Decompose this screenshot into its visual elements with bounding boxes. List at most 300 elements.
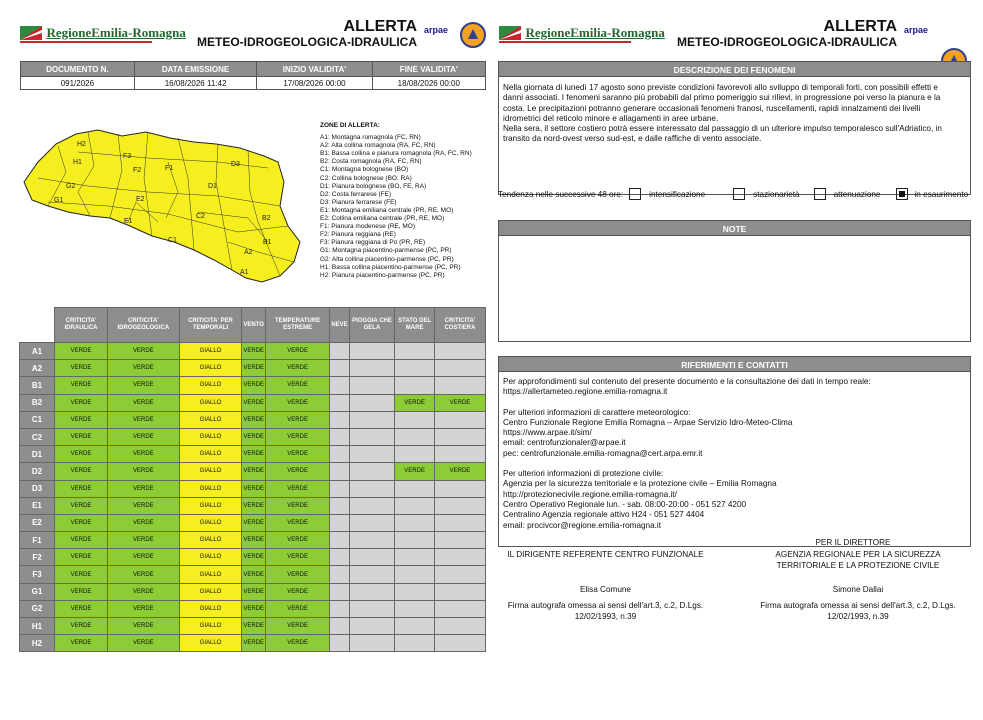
criticity-cell — [330, 600, 349, 617]
map-label-e1: E1 — [124, 218, 133, 225]
criticity-cell: GIALLO — [179, 583, 242, 600]
criticity-cell: VERDE — [55, 549, 108, 566]
criticity-cell: GIALLO — [179, 343, 242, 360]
criticity-cell: VERDE — [55, 463, 108, 480]
criticity-cell — [330, 497, 349, 514]
validity-start-value: 17/08/2026 00:00 — [257, 77, 372, 90]
criticity-cell: GIALLO — [179, 618, 242, 635]
criticity-cell: VERDE — [55, 566, 108, 583]
criticity-row — [20, 618, 486, 635]
criticity-zone-label: D1 — [20, 446, 55, 463]
region-logo — [20, 24, 186, 43]
phenomena-line: Nella sera, il settore costiero potrà essere interessato dal passaggio di un ulteriore impulso temporalesco sull'Adriatico, in — [503, 124, 942, 134]
map-label-b1: B1 — [263, 239, 272, 246]
criticity-cell: VERDE — [55, 497, 108, 514]
criticity-cell: GIALLO — [179, 566, 242, 583]
map-label-d3: D3 — [231, 161, 240, 168]
zone-legend-item: G1: Montagna piacentino-parmense (PC, PR) — [320, 247, 452, 255]
map-label-b2: B2 — [262, 215, 271, 222]
criticity-cell: VERDE — [242, 394, 266, 411]
criticity-cell: VERDE — [55, 618, 108, 635]
criticity-cell — [349, 411, 395, 428]
criticity-cell: VERDE — [265, 583, 329, 600]
criticity-cell — [395, 566, 435, 583]
trend-checkbox-intensification[interactable] — [629, 188, 641, 200]
criticity-cell — [395, 618, 435, 635]
trend-checkbox-ending[interactable] — [896, 188, 908, 200]
criticity-cell: VERDE — [55, 583, 108, 600]
contacts-title: RIFERIMENTI E CONTATTI — [498, 356, 971, 372]
criticity-cell: VERDE — [55, 394, 108, 411]
criticity-zone-label: C1 — [20, 411, 55, 428]
criticity-cell: VERDE — [108, 514, 180, 531]
criticity-cell — [349, 583, 395, 600]
criticity-row — [20, 635, 486, 652]
criticity-cell: VERDE — [242, 446, 266, 463]
for-director-label: PER IL DIRETTORE — [815, 538, 891, 547]
zone-legend-item: E2: Collina emiliana centrale (PR, RE, MO) — [320, 215, 445, 223]
criticity-cell: VERDE — [55, 635, 108, 652]
criticity-cell: VERDE — [108, 360, 180, 377]
criticity-row — [20, 600, 486, 617]
region-flag-icon — [499, 26, 521, 40]
trend-option-label: stazionarietà — [753, 189, 800, 199]
trend-row — [498, 188, 971, 200]
zone-legend-item: F2: Pianura reggiana (RE) — [320, 231, 396, 239]
criticity-cell — [349, 360, 395, 377]
criticity-row — [20, 446, 486, 463]
criticity-cell — [349, 635, 395, 652]
contact-link[interactable]: https://www.arpae.it/sim/ — [503, 428, 592, 438]
criticity-cell: VERDE — [265, 600, 329, 617]
criticity-cell: VERDE — [265, 618, 329, 635]
criticity-cell: VERDE — [265, 463, 329, 480]
criticity-cell: VERDE — [108, 532, 180, 549]
criticity-cell: VERDE — [434, 463, 485, 480]
contact-link[interactable]: http://protezionecivile.regione.emilia-romagna.it/ — [503, 489, 677, 499]
contact-line: Centro Operativo Regionale lun. - sab. 08:00-20:00 - 051 527 4200 — [503, 499, 747, 509]
notes-title: NOTE — [498, 220, 971, 236]
criticity-cell — [395, 428, 435, 445]
criticity-cell: VERDE — [108, 549, 180, 566]
criticity-row — [20, 343, 486, 360]
criticity-cell: VERDE — [242, 463, 266, 480]
criticity-cell — [330, 566, 349, 583]
zones-legend-title: ZONE DI ALLERTA: — [320, 122, 380, 129]
criticity-cell — [330, 549, 349, 566]
criticity-cell: VERDE — [108, 446, 180, 463]
phenomena-line: Nella giornata di lunedì 17 agosto sono previste condizioni favorevoli allo sviluppo di temporali forti, con possibili effetti e — [503, 83, 938, 92]
criticity-cell — [395, 635, 435, 652]
issue-date-header: DATA EMISSIONE — [134, 62, 257, 77]
trend-checkbox-stationary[interactable] — [733, 188, 745, 200]
criticity-cell — [330, 360, 349, 377]
map-label-a2: A2 — [244, 249, 253, 256]
zone-legend-item: F3: Pianura reggiana di Po (PR, RE) — [320, 239, 426, 247]
criticity-cell — [434, 566, 485, 583]
contact-line: Per ulteriori informazioni di carattere meteorologico: — [503, 407, 691, 417]
criticity-cell: VERDE — [242, 497, 266, 514]
contact-line: Agenzia per la sicurezza territoriale e la protezione civile – Emilia Romagna — [503, 479, 777, 489]
criticity-cell: VERDE — [242, 549, 266, 566]
criticity-cell — [349, 463, 395, 480]
zone-legend-item: C1: Montagna bolognese (BO) — [320, 166, 409, 174]
arpae-logo: arpae — [424, 25, 449, 35]
criticity-cell: VERDE — [265, 360, 329, 377]
criticity-cell: VERDE — [265, 635, 329, 652]
right-header-title: ALLERTA METEO-IDROGEOLOGICA-IDRAULICA — [677, 18, 897, 49]
criticity-cell — [395, 360, 435, 377]
criticity-cell — [434, 343, 485, 360]
map-label-e2: E2 — [136, 196, 145, 203]
zone-legend-item: G2: Alta collina piacentino-parmense (PC, PR) — [320, 255, 454, 263]
criticity-cell: VERDE — [108, 600, 180, 617]
criticity-column-header: CRITICITA' IDRAULICA — [55, 308, 108, 343]
criticity-cell: VERDE — [265, 377, 329, 394]
criticity-cell: VERDE — [55, 514, 108, 531]
left-signatory-role: IL DIRIGENTE REFERENTE CENTRO FUNZIONALE — [507, 550, 704, 559]
left-header-title: ALLERTA METEO-IDROGEOLOGICA-IDRAULICA — [197, 18, 417, 49]
trend-option-label: intensificazione — [649, 189, 706, 199]
criticity-column-header: CRITICITA' PER TEMPORALI — [179, 308, 242, 343]
criticity-cell — [349, 343, 395, 360]
criticity-cell: VERDE — [242, 343, 266, 360]
criticity-column-header: TEMPERATURE ESTREME — [265, 308, 329, 343]
criticity-cell — [330, 532, 349, 549]
criticity-cell: VERDE — [55, 532, 108, 549]
criticity-cell — [434, 497, 485, 514]
criticity-row — [20, 411, 486, 428]
contacts-block — [503, 408, 966, 459]
zones-legend — [320, 122, 490, 280]
criticity-cell: VERDE — [242, 377, 266, 394]
contacts-block — [503, 377, 966, 398]
doc-number-value: 091/2026 — [21, 77, 135, 90]
criticity-cell — [330, 394, 349, 411]
criticity-cell: GIALLO — [179, 497, 242, 514]
criticity-cell — [349, 480, 395, 497]
criticity-cell — [395, 411, 435, 428]
criticity-row — [20, 394, 486, 411]
criticity-cell: VERDE — [242, 566, 266, 583]
left-signature-note: Firma autografa omessa ai sensi dell'art.3, c.2, D.Lgs. 12/02/1993, n.39 — [507, 601, 704, 621]
criticity-cell: GIALLO — [179, 377, 242, 394]
criticity-cell: GIALLO — [179, 514, 242, 531]
criticity-cell — [395, 583, 435, 600]
criticity-cell: VERDE — [108, 428, 180, 445]
criticity-cell — [434, 532, 485, 549]
criticity-zone-label: C2 — [20, 428, 55, 445]
right-signatory-role: AGENZIA REGIONALE PER LA SICUREZZA TERRITORIALE E LA PROTEZIONE CIVILE — [775, 550, 941, 570]
criticity-cell: GIALLO — [179, 463, 242, 480]
criticity-cell — [330, 635, 349, 652]
criticity-cell — [434, 446, 485, 463]
criticity-column-header: VENTO — [242, 308, 266, 343]
zone-legend-item: D3: Pianura ferrarese (FE) — [320, 198, 397, 206]
zone-legend-item: B2: Costa romagnola (RA, FC, RN) — [320, 158, 422, 166]
criticity-cell: VERDE — [242, 411, 266, 428]
criticity-cell: VERDE — [395, 463, 435, 480]
criticity-zone-label: D3 — [20, 480, 55, 497]
map-label-f2: F2 — [133, 167, 142, 174]
criticity-cell: VERDE — [108, 618, 180, 635]
criticity-cell: GIALLO — [179, 549, 242, 566]
criticity-cell: VERDE — [108, 635, 180, 652]
criticity-cell — [349, 566, 395, 583]
map-label-c1: C1 — [168, 237, 177, 244]
criticity-zone-label: E2 — [20, 514, 55, 531]
zone-legend-item: A1: Montagna romagnola (FC, RN) — [320, 134, 421, 142]
criticity-cell — [434, 411, 485, 428]
criticity-cell — [395, 549, 435, 566]
validity-start-header: INIZIO VALIDITA' — [257, 62, 372, 77]
contact-line: Centralino Agenzia regionale attivo H24 - 051 527 4404 — [503, 510, 705, 520]
region-flag-icon — [20, 26, 42, 40]
criticity-cell: VERDE — [265, 514, 329, 531]
criticity-zone-label: G1 — [20, 583, 55, 600]
contact-line: Per ulteriori informazioni di protezione civile: — [503, 469, 664, 479]
contacts-panel — [498, 356, 971, 547]
criticity-cell — [349, 446, 395, 463]
criticity-cell — [330, 411, 349, 428]
emilia-romagna-region-shape — [24, 130, 300, 282]
criticity-table — [19, 307, 486, 652]
criticity-cell — [349, 377, 395, 394]
criticity-row — [20, 583, 486, 600]
criticity-row — [20, 514, 486, 531]
criticity-cell: VERDE — [265, 566, 329, 583]
zone-legend-item: E1: Montagna emiliana centrale (PR, RE, MO) — [320, 206, 454, 214]
contact-line: Centro Funzionale Regione Emilia Romagna – Arpae Servizio Idro-Meteo-Clima — [503, 417, 793, 427]
trend-label: Tendenza nelle successive 48 ore: — [498, 189, 624, 199]
criticity-cell: GIALLO — [179, 428, 242, 445]
criticity-cell — [330, 463, 349, 480]
criticity-column-header: PIOGGIA CHE GELA — [349, 308, 395, 343]
criticity-column-header: CRITICITA' COSTIERA — [434, 308, 485, 343]
contact-line: Per approfondimenti sul contenuto del presente documento e la consultazione dei dati in tempo reale: — [503, 377, 871, 386]
criticity-cell — [395, 377, 435, 394]
criticity-cell: GIALLO — [179, 411, 242, 428]
criticity-row — [20, 360, 486, 377]
phenomena-line: idrometrici del reticolo minore e allagamenti in aree urbane. — [503, 113, 719, 123]
criticity-zone-label: F3 — [20, 566, 55, 583]
criticity-cell — [330, 377, 349, 394]
criticity-row — [20, 566, 486, 583]
criticity-cell — [434, 635, 485, 652]
map-label-h1: H1 — [73, 159, 82, 166]
map-label-f3: F3 — [123, 153, 132, 160]
criticity-zone-label: E1 — [20, 497, 55, 514]
criticity-cell — [395, 497, 435, 514]
criticity-cell: VERDE — [242, 480, 266, 497]
criticity-zone-label: F2 — [20, 549, 55, 566]
criticity-row — [20, 532, 486, 549]
criticity-cell: GIALLO — [179, 532, 242, 549]
criticity-cell — [349, 514, 395, 531]
criticity-cell: VERDE — [265, 428, 329, 445]
criticity-cell — [349, 549, 395, 566]
region-logo-right — [499, 24, 665, 43]
criticity-column-header: CRITICITA' IDROGEOLOGICA — [108, 308, 180, 343]
zone-legend-item: D2: Costa ferrarese (FE) — [320, 190, 392, 198]
left-signatory-name: Elisa Comune — [580, 585, 631, 594]
criticity-zone-label: B2 — [20, 394, 55, 411]
trend-option-label: in esaurimento — [914, 189, 969, 199]
criticity-cell: VERDE — [242, 583, 266, 600]
map-label-f1: F1 — [165, 165, 174, 172]
criticity-cell — [349, 394, 395, 411]
criticity-cell: VERDE — [242, 360, 266, 377]
criticity-cell: VERDE — [242, 532, 266, 549]
criticity-cell — [434, 377, 485, 394]
contact-link[interactable]: pec: centrofunzionale.emilia-romagna@cert.arpa.emr.it — [503, 448, 703, 458]
map-label-c2: C2 — [196, 213, 205, 220]
criticity-cell: VERDE — [265, 532, 329, 549]
criticity-cell: VERDE — [108, 480, 180, 497]
contact-link[interactable]: email: centrofunzionaler@arpae.it — [503, 438, 626, 448]
criticity-cell: GIALLO — [179, 480, 242, 497]
criticity-cell: VERDE — [108, 343, 180, 360]
arpae-logo-right: arpae — [904, 25, 929, 35]
criticity-cell — [349, 600, 395, 617]
region-logo-underline — [20, 41, 152, 43]
criticity-cell: VERDE — [265, 446, 329, 463]
contact-link[interactable]: https://allertameteo.regione.emilia-romagna.it — [503, 387, 668, 397]
criticity-cell — [349, 428, 395, 445]
criticity-cell: VERDE — [55, 360, 108, 377]
criticity-cell: VERDE — [108, 583, 180, 600]
map-label-a1: A1 — [240, 269, 249, 276]
criticity-column-header: NEVE — [330, 308, 349, 343]
map-label-d1: D1 — [208, 183, 217, 190]
criticity-cell: VERDE — [55, 428, 108, 445]
validity-end-header: FINE VALIDITA' — [372, 62, 485, 77]
criticity-cell: VERDE — [108, 411, 180, 428]
criticity-zone-label: A1 — [20, 343, 55, 360]
phenomena-line: costa. Le precipitazioni potranno generare occasionali fenomeni franosi, ruscellamenti, rapidi innalzamenti dei livelli — [503, 103, 921, 113]
criticity-cell — [395, 514, 435, 531]
criticity-cell — [434, 514, 485, 531]
criticity-cell — [330, 480, 349, 497]
criticity-cell: VERDE — [265, 480, 329, 497]
criticity-cell — [349, 497, 395, 514]
region-logo-text: RegioneEmilia-Romagna — [525, 25, 665, 40]
criticity-zone-label: G2 — [20, 600, 55, 617]
criticity-cell: VERDE — [55, 480, 108, 497]
right-signature-note: Firma autografa omessa ai sensi dell'art.3, c.2, D.Lgs. 12/02/1993, n.39 — [760, 601, 956, 621]
criticity-cell: VERDE — [395, 394, 435, 411]
civil-protection-icon — [460, 22, 486, 48]
map-label-g2: G2 — [66, 183, 76, 190]
criticity-cell — [434, 428, 485, 445]
contact-link[interactable]: email: procivcor@regione.emilia-romagna.it — [503, 520, 662, 530]
trend-checkbox-attenuation[interactable] — [814, 188, 826, 200]
criticity-cell: VERDE — [108, 463, 180, 480]
right-signatory-name: Simone Dallai — [832, 585, 884, 594]
criticity-cell: VERDE — [242, 618, 266, 635]
criticity-cell: VERDE — [55, 343, 108, 360]
criticity-cell: GIALLO — [179, 600, 242, 617]
criticity-cell: VERDE — [108, 394, 180, 411]
zone-legend-item: C2: Collina bolognese (BO, RA) — [320, 174, 412, 182]
criticity-cell — [330, 343, 349, 360]
criticity-zone-label: H2 — [20, 635, 55, 652]
criticity-cell — [434, 360, 485, 377]
document-info-table — [20, 61, 486, 90]
zone-legend-item: H2: Pianura piacentino-parmense (PC, PR) — [320, 271, 445, 279]
criticity-cell — [395, 446, 435, 463]
criticity-cell: VERDE — [108, 497, 180, 514]
criticity-cell — [434, 600, 485, 617]
zone-legend-item: H1: Bassa collina piacentino-parmense (PC, PR) — [320, 263, 461, 271]
criticity-cell — [434, 480, 485, 497]
zone-legend-item: A2: Alta collina romagnola (RA, FC, RN) — [320, 142, 436, 150]
criticity-cell — [349, 532, 395, 549]
phenomena-line: danni associati. I fenomeni saranno più probabili dal primo pomeriggio sui rilievi, in progressione poi verso la pianura e la — [503, 93, 941, 103]
criticity-cell: VERDE — [265, 394, 329, 411]
criticity-header-row — [20, 308, 486, 343]
region-logo-text: RegioneEmilia-Romagna — [46, 25, 186, 40]
criticity-cell: VERDE — [265, 549, 329, 566]
zones-legend-list — [320, 134, 490, 280]
criticity-cell — [434, 618, 485, 635]
criticity-cell: VERDE — [242, 514, 266, 531]
contacts-block — [503, 469, 966, 531]
criticity-cell — [330, 446, 349, 463]
trend-option-label: attenuazione — [833, 189, 881, 199]
criticity-cell: VERDE — [265, 497, 329, 514]
criticity-cell — [395, 600, 435, 617]
criticity-cell: GIALLO — [179, 446, 242, 463]
criticity-cell — [330, 428, 349, 445]
zone-legend-item: B1: Bassa collina e pianura romagnola (RA, FC, RN) — [320, 150, 472, 158]
criticity-cell: VERDE — [242, 600, 266, 617]
criticity-cell — [330, 514, 349, 531]
criticity-cell: GIALLO — [179, 360, 242, 377]
criticity-cell: GIALLO — [179, 394, 242, 411]
phenomena-text — [498, 77, 971, 195]
criticity-row — [20, 549, 486, 566]
criticity-row — [20, 463, 486, 480]
criticity-zone-label: B1 — [20, 377, 55, 394]
zone-legend-item: F1: Pianura modenese (RE, MO) — [320, 223, 416, 231]
phenomena-panel — [498, 61, 971, 195]
criticity-cell: VERDE — [108, 377, 180, 394]
criticity-zone-label: H1 — [20, 618, 55, 635]
criticity-cell: VERDE — [108, 566, 180, 583]
criticity-cell: VERDE — [242, 635, 266, 652]
validity-end-value: 18/08/2026 00:00 — [372, 77, 485, 90]
criticity-zone-label: A2 — [20, 360, 55, 377]
criticity-cell: VERDE — [55, 377, 108, 394]
map-label-g1: G1 — [54, 197, 64, 204]
criticity-row — [20, 497, 486, 514]
criticity-cell — [349, 618, 395, 635]
criticity-column-header: STATO DEL MARE — [395, 308, 435, 343]
map-label-h2: H2 — [77, 141, 86, 148]
criticity-cell: VERDE — [265, 411, 329, 428]
criticity-cell — [330, 583, 349, 600]
criticity-cell: VERDE — [265, 343, 329, 360]
phenomena-title: DESCRIZIONE DEI FENOMENI — [498, 61, 971, 77]
criticity-cell — [395, 343, 435, 360]
criticity-row — [20, 377, 486, 394]
criticity-row — [20, 480, 486, 497]
contacts-text — [498, 372, 971, 547]
criticity-cell: VERDE — [55, 411, 108, 428]
criticity-cell — [434, 549, 485, 566]
doc-number-header: DOCUMENTO N. — [21, 62, 135, 77]
